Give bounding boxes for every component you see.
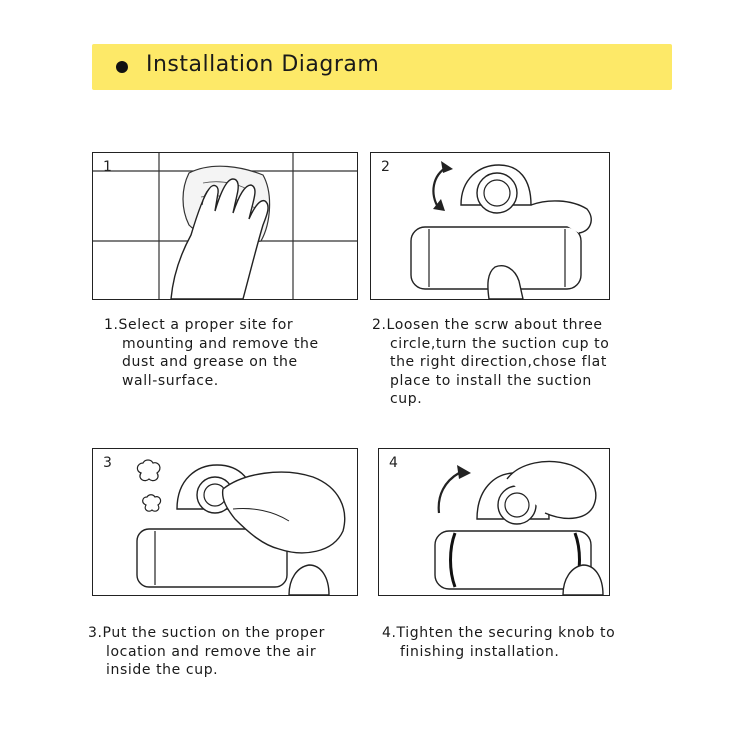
- step-1-caption: [104, 316, 319, 390]
- title-banner: [92, 44, 672, 90]
- caption-line: inside the cup.: [106, 662, 219, 678]
- step-4-caption: [382, 624, 615, 661]
- air-puff-icon: [137, 460, 160, 511]
- step-4-panel: [378, 448, 610, 596]
- rotate-arrow-icon: [439, 465, 471, 513]
- step-2-illustration: [371, 153, 609, 299]
- step-3-caption: [88, 624, 325, 680]
- step-number: 3: [103, 455, 112, 471]
- step-4-illustration: [379, 449, 609, 595]
- caption-line: finishing installation.: [400, 643, 560, 660]
- step-2-caption: [372, 316, 609, 409]
- caption-line: 4.Tighten the securing knob to: [382, 625, 616, 641]
- caption-line: dust and grease on the: [122, 354, 298, 370]
- caption-line: cup.: [390, 391, 423, 407]
- step-1-illustration: [93, 153, 357, 299]
- step-2-panel: [370, 152, 610, 300]
- caption-line: circle,turn the suction cup to: [390, 335, 610, 352]
- step-number: 4: [389, 455, 398, 471]
- caption-line: 3.Put the suction on the proper: [88, 625, 325, 641]
- step-3-illustration: [93, 449, 357, 595]
- caption-line: mounting and remove the: [122, 335, 319, 352]
- step-1-panel: [92, 152, 358, 300]
- bullet-icon: [116, 61, 128, 73]
- suction-cup: [461, 165, 531, 213]
- caption-line: place to install the suction: [390, 372, 592, 389]
- caption-line: wall-surface.: [122, 372, 219, 389]
- caption-line: location and remove the air: [106, 643, 317, 660]
- caption-line: 1.Select a proper site for: [104, 317, 294, 333]
- caption-line: 2.Loosen the scrw about three: [372, 317, 603, 333]
- step-3-panel: [92, 448, 358, 596]
- step-number: 2: [381, 159, 390, 175]
- step-number: 1: [103, 159, 112, 175]
- rotate-arrow-icon: [433, 161, 453, 211]
- caption-line: the right direction,chose flat: [390, 354, 607, 370]
- page-title: Installation Diagram: [146, 52, 380, 77]
